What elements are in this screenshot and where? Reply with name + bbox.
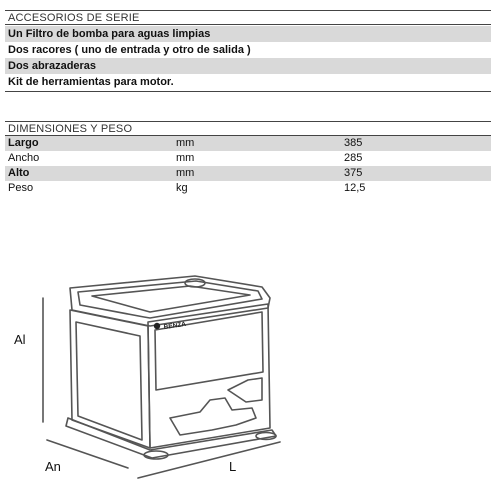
dimensiones-table	[5, 136, 491, 196]
table-row	[5, 166, 491, 181]
height-label: Al	[14, 332, 26, 347]
dim-value: 385	[341, 136, 491, 151]
list-item: Un Filtro de bomba para aguas limpias	[5, 26, 491, 42]
front-cutout	[170, 398, 256, 435]
dim-value: 12,5	[344, 182, 366, 194]
dim-name: Alto	[5, 166, 173, 181]
dim-name: Ancho	[8, 152, 40, 164]
dim-unit: kg	[176, 182, 188, 194]
table-row	[5, 136, 491, 151]
dim-name: Peso	[8, 182, 34, 194]
dim-name: Largo	[5, 136, 173, 151]
dim-unit: mm	[173, 136, 341, 151]
table-row	[5, 181, 491, 196]
dimensiones-header: DIMENSIONES Y PESO	[5, 121, 491, 136]
generator-diagram	[0, 250, 496, 490]
benza-logo	[154, 323, 160, 329]
accesorios-list	[5, 26, 491, 90]
accesorios-divider	[5, 91, 491, 92]
dim-unit: mm	[176, 152, 195, 164]
list-item: Dos racores ( uno de entrada y otro de salida )	[8, 44, 251, 56]
accesorios-header: ACCESORIOS DE SERIE	[5, 10, 491, 25]
table-row	[5, 151, 491, 166]
list-item: Dos abrazaderas	[5, 58, 491, 74]
brand-label: BENZA	[163, 320, 187, 331]
width-label: An	[45, 459, 61, 474]
list-item: Kit de herramientas para motor.	[8, 76, 174, 88]
dim-unit: mm	[173, 166, 341, 181]
dim-value: 285	[344, 152, 363, 164]
length-label: L	[229, 459, 237, 474]
dim-value: 375	[341, 166, 491, 181]
fuel-cap-icon	[185, 279, 205, 287]
